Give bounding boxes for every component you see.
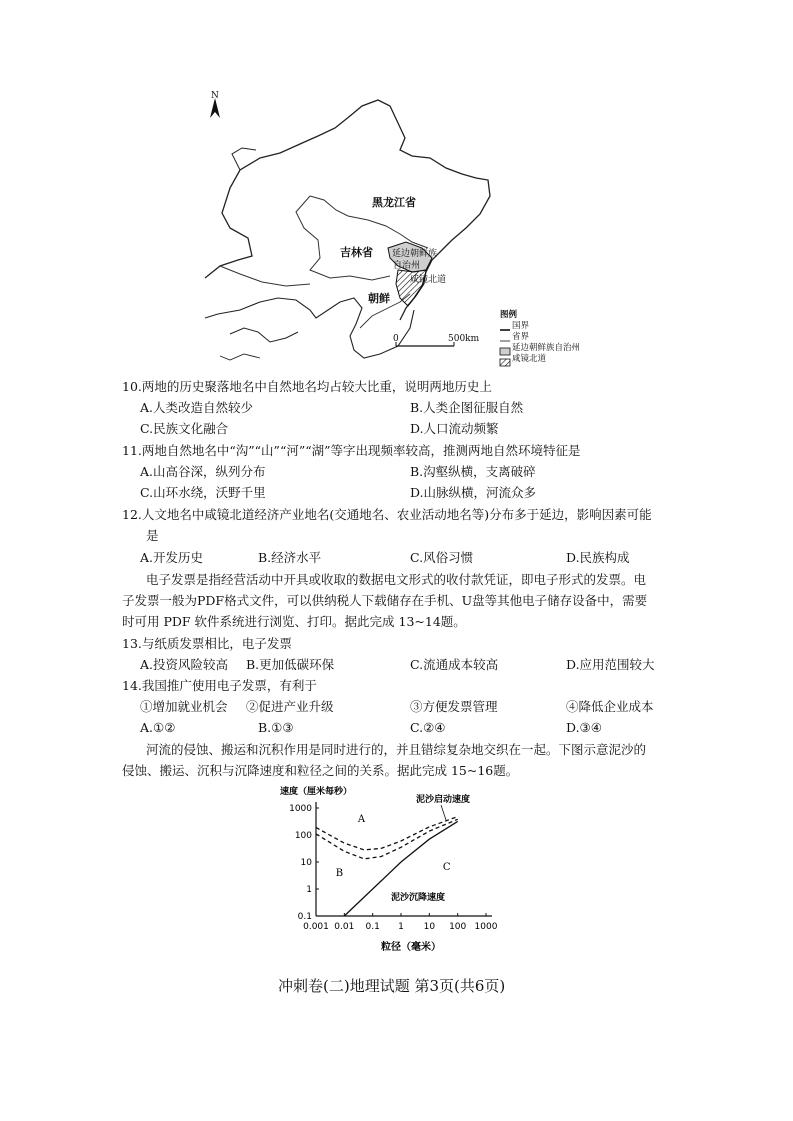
q11-option-a: A.山高谷深，纵列分布 — [140, 464, 266, 479]
coastline — [205, 298, 414, 358]
q14-option-c: C.②④ — [410, 720, 446, 735]
q14-item-1: ①增加就业机会 — [140, 699, 228, 714]
q12-option-a: A.开发历史 — [140, 550, 204, 565]
map-legend — [500, 310, 580, 365]
y-tick-label: 0.1 — [297, 912, 312, 922]
y-tick-label: 100 — [294, 831, 312, 841]
legend-title: 图例 — [500, 310, 518, 320]
question-12-stem-cont: 是 — [146, 528, 159, 543]
x-tick-label: 10 — [423, 922, 436, 932]
q13-option-a: A.投资风险较高 — [140, 657, 229, 672]
question-13-stem: 13.与纸质发票相比，电子发票 — [122, 636, 292, 651]
north-arrow-icon — [210, 98, 220, 118]
annotation-settling-velocity: 泥沙沉降速度 — [391, 893, 446, 903]
x-tick-label: 0.1 — [365, 922, 380, 932]
passage-einvoice: 电子发票是指经营活动中开具或收取的数据电文形式的收付款凭证，即电子形式的发票。电 — [146, 572, 647, 587]
country-border — [205, 100, 490, 320]
q13-option-b: B.更加低碳环保 — [246, 657, 335, 672]
question-14-stem: 14.我国推广使用电子发票，有利于 — [122, 678, 317, 693]
q10-option-c: C.民族文化融合 — [140, 421, 229, 436]
y-axis-label: 速度（厘米每秒） — [280, 787, 353, 797]
q12-option-b: B.经济水平 — [258, 550, 322, 565]
x-tick-label: 100 — [449, 922, 467, 932]
map-label-jilin: 吉林省 — [340, 246, 373, 259]
map-label-xianjing: 咸镜北道 — [410, 275, 447, 285]
page-footer: 冲刺卷(二)地理试题 第3页(共6页) — [278, 977, 506, 995]
region-label-c: C — [442, 862, 451, 874]
legend-item: 国界 — [512, 321, 530, 331]
sediment-chart — [276, 780, 526, 960]
x-tick-label: 1 — [398, 922, 404, 932]
scale-bar — [396, 342, 454, 346]
q14-option-d: D.③④ — [566, 720, 602, 735]
passage-sediment: 河流的侵蚀、搬运和沉积作用是同时进行的，并且错综复杂地交织在一起。下图示意泥沙的 — [146, 742, 647, 757]
map-figure — [200, 88, 630, 373]
annotation-start-velocity: 泥沙启动速度 — [416, 795, 471, 805]
q11-option-c: C.山环水绕，沃野千里 — [140, 485, 266, 500]
x-axis-label: 粒径（毫米） — [381, 942, 441, 953]
scale-end: 500km — [448, 334, 480, 344]
chart-svg — [276, 780, 526, 960]
series-line-1 — [316, 817, 458, 850]
annotation-pointer — [441, 805, 446, 820]
north-label: N — [211, 91, 219, 101]
q14-item-4: ④降低企业成本 — [566, 699, 654, 714]
map-label-yanbian-1: 延边朝鲜族 — [392, 249, 438, 259]
passage-einvoice: 时可用 PDF 软件系统进行浏览、打印。据此完成 13~14题。 — [122, 614, 466, 629]
q12-option-d: D.民族构成 — [566, 550, 630, 565]
y-tick-label: 1 — [306, 885, 312, 895]
q13-option-d: D.应用范围较大 — [566, 657, 655, 672]
legend-item: 省界 — [512, 332, 530, 342]
q10-option-b: B.人类企图征服自然 — [410, 400, 524, 415]
legend-item: 延边朝鲜族自治州 — [512, 343, 581, 353]
x-tick-label: 0.001 — [303, 922, 329, 932]
question-11-stem: 11.两地自然地名中“沟”“山”“河”“湖”等字出现频率较高，推测两地自然环境特征是 — [122, 443, 581, 458]
q14-option-b: B.①③ — [258, 720, 294, 735]
map-label-heilongjiang: 黑龙江省 — [372, 196, 416, 209]
q13-option-c: C.流通成本较高 — [410, 657, 499, 672]
question-12-stem: 12.人文地名中咸镜北道经济产业地名(交通地名、农业活动地名等)分布多于延边，影响因素可能 — [122, 507, 652, 522]
q11-option-d: D.山脉纵横，河流众多 — [410, 485, 537, 500]
y-tick-label: 10 — [300, 858, 312, 868]
q10-option-a: A.人类改造自然较少 — [140, 400, 254, 415]
x-tick-label: 1000 — [474, 922, 498, 932]
q11-option-b: B.沟壑纵横，支离破碎 — [410, 464, 536, 479]
legend-item: 咸镜北道 — [512, 354, 547, 364]
x-tick-label: 0.01 — [334, 922, 355, 932]
passage-sediment: 侵蚀、搬运、沉积与沉降速度和粒径之间的关系。据此完成 15~16题。 — [122, 763, 519, 778]
region-label-b: B — [335, 868, 344, 880]
scale-zero: 0 — [393, 334, 399, 344]
map-label-yanbian-2: 自治州 — [393, 261, 421, 271]
y-tick-label: 1000 — [289, 804, 312, 814]
region-label-a: A — [357, 814, 366, 826]
q10-option-d: D.人口流动频繁 — [410, 421, 499, 436]
question-10-stem: 10.两地的历史聚落地名中自然地名均占较大比重，说明两地历史上 — [122, 379, 492, 394]
passage-einvoice: 子发票一般为PDF格式文件，可以供纳税人下载储存在手机、U盘等其他电子储存设备中，需要 — [122, 593, 648, 608]
map-label-chaoxian: 朝鲜 — [368, 292, 390, 305]
q14-item-2: ②促进产业升级 — [246, 699, 334, 714]
q14-option-a: A.①② — [140, 720, 176, 735]
q12-option-c: C.风俗习惯 — [410, 550, 474, 565]
q14-item-3: ③方便发票管理 — [410, 699, 498, 714]
